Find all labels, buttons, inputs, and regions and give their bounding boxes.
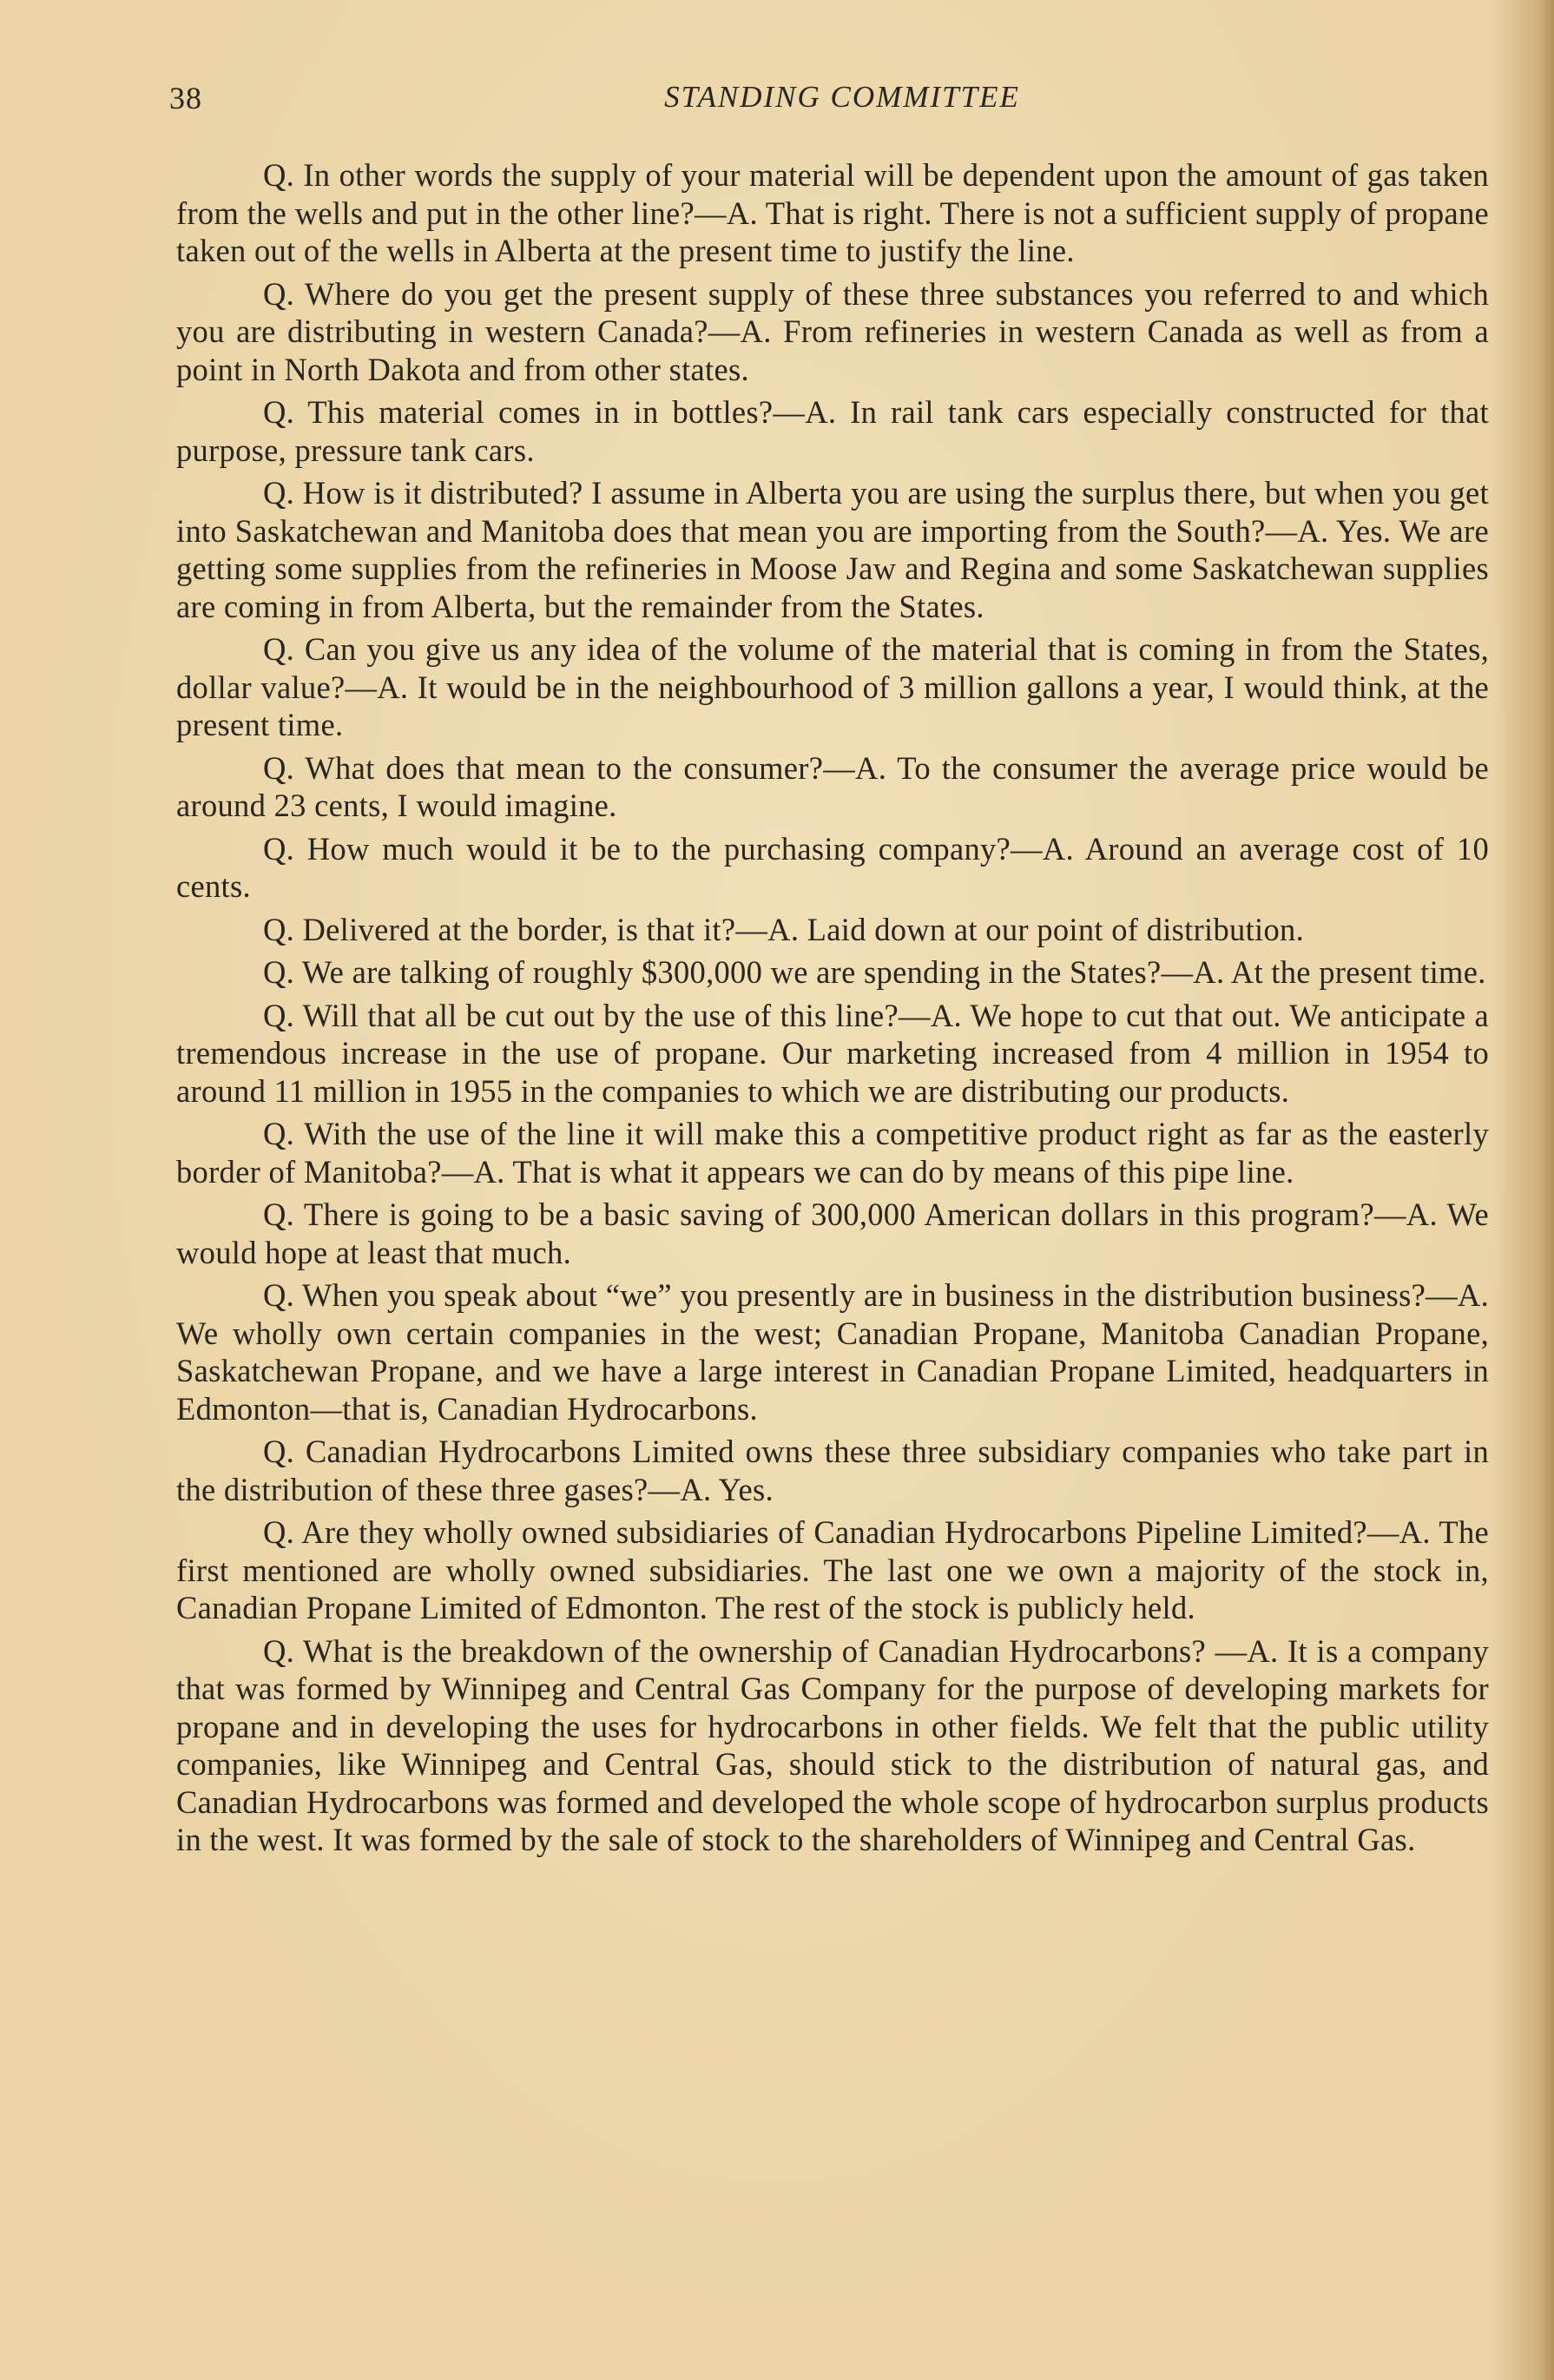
qa-paragraph: Q. With the use of the line it will make this a competitive product right as far as the easterly border of Manitoba?—A. That is what it appears we can do by means of this pipe line. xyxy=(176,1116,1489,1190)
page-header xyxy=(169,80,1489,132)
qa-paragraph: Q. What is the breakdown of the ownership of Canadian Hydrocarbons? —A. It is a company that was formed by Winnipeg and Central Gas Company for the purpose of developing markets for propane and in developing the uses for hydrocarbons in other fields. We felt that the public utility companies, like Winnipeg and Central Gas, should stick to the distribution of natural gas, and Canadian Hydrocarbons was formed and developed the whole scope of hydrocarbon surplus products in the west. It was formed by the sale of stock to the shareholders of Winnipeg and Central Gas. xyxy=(176,1632,1489,1857)
qa-paragraph: Q. How much would it be to the purchasing company?—A. Around an average cost of 10 cents. xyxy=(176,830,1489,904)
qa-paragraph: Q. This material comes in in bottles?—A. In rail tank cars especially constructed for that purpose, pressure tank cars. xyxy=(176,394,1489,468)
running-head: STANDING COMMITTEE xyxy=(664,80,1020,114)
qa-paragraph: Q. Canadian Hydrocarbons Limited owns these three subsidiary companies who take part in the distribution of these three gases?—A. Yes. xyxy=(176,1434,1489,1507)
qa-paragraph: Q. Will that all be cut out by the use of this line?—A. We hope to cut that out. We anticipate a tremendous increase in the use of propane. Our marketing increased from 4 million in 1954 to around 11 million in 1955 in the companies to which we are distributing our products. xyxy=(176,997,1489,1109)
qa-paragraph: Q. Are they wholly owned subsidiaries of Canadian Hydrocarbons Pipeline Limited?—A. The first mentioned are wholly owned subsidiaries. The last one we own a majority of the stock in, Canadian Propane Limited of Edmonton. The rest of the stock is publicly held. xyxy=(176,1514,1489,1625)
qa-paragraph: Q. What does that mean to the consumer?—A. To the consumer the average price would be around 23 cents, I would imagine. xyxy=(176,749,1489,823)
qa-paragraph: Q. There is going to be a basic saving of 300,000 American dollars in this program?—A. We would hope at least that much. xyxy=(176,1197,1489,1270)
qa-paragraph: Q. Delivered at the border, is that it?—A. Laid down at our point of distribution. xyxy=(263,911,1304,947)
qa-paragraph: Q. When you speak about “we” you presently are in business in the distribution business?—A. We wholly own certain companies in the west; Canadian Propane, Manitoba Canadian Propane, Saskatchewan Propane, and we have a large interest in Canadian Propane Limited, headquarters in Edmonton—that is, Canadian Hydrocarbons. xyxy=(176,1277,1489,1427)
qa-paragraph: Q. Where do you get the present supply of these three substances you referred to and which you are distributing in western Canada?—A. From refineries in western Canada as well as from a point in North Dakota and from other states. xyxy=(176,275,1489,387)
qa-paragraph: Q. How is it distributed? I assume in Alberta you are using the surplus there, but when you get into Saskatchewan and Manitoba does that mean you are importing from the South?—A. Yes. We are getting some supplies from the refineries in Moose Jaw and Regina and some Saskatchewan supplies are coming in from Alberta, but the remainder from the States. xyxy=(176,475,1489,624)
page-number: 38 xyxy=(169,81,202,115)
body-text xyxy=(176,156,1489,1864)
qa-paragraph: Q. In other words the supply of your material will be dependent upon the amount of gas taken from the wells and put in the other line?—A. That is right. There is not a sufficient supply of propane taken out of the wells in Alberta at the present time to justify the line. xyxy=(176,157,1489,268)
qa-paragraph: Q. Can you give us any idea of the volume of the material that is coming in from the States, dollar value?—A. It would be in the neighbourhood of 3 million gallons a year, I would think, at the present time. xyxy=(176,631,1489,742)
qa-paragraph: Q. We are talking of roughly $300,000 we are spending in the States?—A. At the present time. xyxy=(263,954,1486,990)
